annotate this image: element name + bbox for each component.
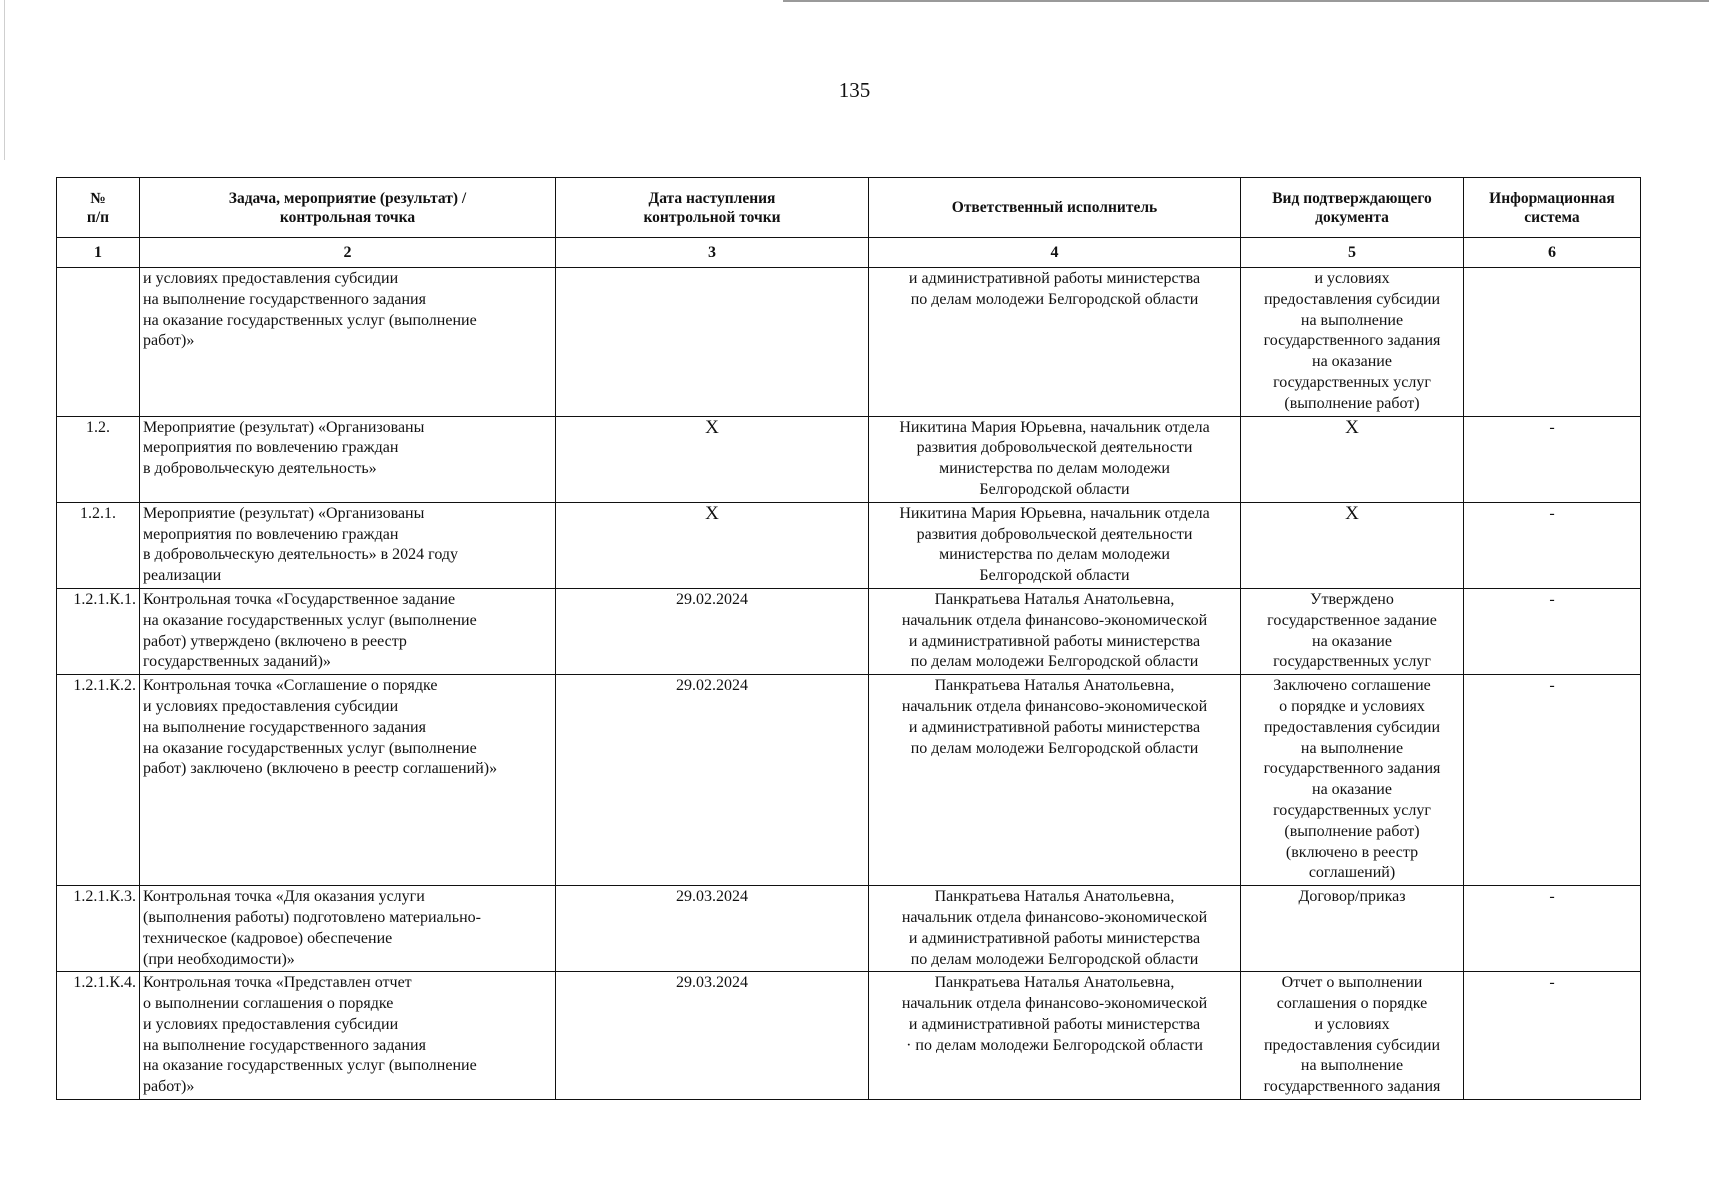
header-date: Дата наступления контрольной точки <box>556 178 869 238</box>
row-document: Отчет о выполнении соглашения о порядке и условиях предоставления субсидии на выполнение государственного задания <box>1241 972 1464 1100</box>
column-number: 2 <box>140 238 556 268</box>
table-header-row <box>57 178 1641 238</box>
row-task: Мероприятие (результат) «Организованы мероприятия по вовлечению граждан в добровольческую деятельность» <box>140 416 556 502</box>
row-task: Контрольная точка «Государственное задание на оказание государственных услуг (выполнение работ) утверждено (включено в реестр государственных заданий)» <box>140 588 556 674</box>
row-task: Мероприятие (результат) «Организованы мероприятия по вовлечению граждан в добровольческую деятельность» в 2024 году реализации <box>140 502 556 588</box>
column-number: 4 <box>869 238 1241 268</box>
column-number: 1 <box>57 238 140 268</box>
row-date <box>556 268 869 417</box>
row-system: - <box>1464 416 1641 502</box>
header-task: Задача, мероприятие (результат) / контрольная точка <box>140 178 556 238</box>
row-date: 29.03.2024 <box>556 886 869 972</box>
row-system <box>1464 268 1641 417</box>
row-executor: Никитина Мария Юрьевна, начальник отдела развития добровольческой деятельности министерства по делам молодежи Белгородской области <box>869 416 1241 502</box>
column-number: 5 <box>1241 238 1464 268</box>
row-document: Заключено соглашение о порядке и условиях предоставления субсидии на выполнение государственного задания на оказание государственных услуг (выполнение работ) (включено в реестр соглашений) <box>1241 675 1464 886</box>
table-row <box>57 416 1641 502</box>
row-date: 29.03.2024 <box>556 972 869 1100</box>
row-task: Контрольная точка «Представлен отчет о выполнении соглашения о порядке и условиях предоставления субсидии на выполнение государственного задания на оказание государственных услуг (выполнение работ)» <box>140 972 556 1100</box>
table-row <box>57 972 1641 1100</box>
page-number: 135 <box>838 78 871 102</box>
table-row <box>57 588 1641 674</box>
scan-edge-top <box>783 0 1709 2</box>
column-number: 6 <box>1464 238 1641 268</box>
row-num: 1.2.1.К.1. <box>57 588 140 674</box>
table-row <box>57 886 1641 972</box>
row-system: - <box>1464 886 1641 972</box>
row-task: Контрольная точка «Соглашение о порядке и условиях предоставления субсидии на выполнение государственного задания на оказание государственных услуг (выполнение работ) заключено (включено в реестр соглашений)» <box>140 675 556 886</box>
row-document: Утверждено государственное задание на оказание государственных услуг <box>1241 588 1464 674</box>
row-date: 29.02.2024 <box>556 675 869 886</box>
header-executor: Ответственный исполнитель <box>869 178 1241 238</box>
row-num: 1.2. <box>57 416 140 502</box>
row-executor: Никитина Мария Юрьевна, начальник отдела развития добровольческой деятельности министерства по делам молодежи Белгородской области <box>869 502 1241 588</box>
row-executor: Панкратьева Наталья Анатольевна, начальник отдела финансово-экономической и административной работы министерства по делам молодежи Белгородской области <box>869 675 1241 886</box>
row-task: Контрольная точка «Для оказания услуги (выполнения работы) подготовлено материально- техническое (кадровое) обеспечение (при необходимости)» <box>140 886 556 972</box>
row-document: Договор/приказ <box>1241 886 1464 972</box>
row-date: 29.02.2024 <box>556 588 869 674</box>
row-num: 1.2.1.К.4. <box>57 972 140 1100</box>
row-system: - <box>1464 675 1641 886</box>
header-num: № п/п <box>57 178 140 238</box>
row-document: X <box>1241 502 1464 588</box>
row-num <box>57 268 140 417</box>
row-executor: Панкратьева Наталья Анатольевна, начальник отдела финансово-экономической и административной работы министерства · по делам молодежи Белгородской области <box>869 972 1241 1100</box>
row-executor: Панкратьева Наталья Анатольевна, начальник отдела финансово-экономической и административной работы министерства по делам молодежи Белгородской области <box>869 886 1241 972</box>
row-task: и условиях предоставления субсидии на выполнение государственного задания на оказание государственных услуг (выполнение работ)» <box>140 268 556 417</box>
header-document: Вид подтверждающего документа <box>1241 178 1464 238</box>
table-row <box>57 675 1641 886</box>
table-row <box>57 268 1641 417</box>
table-row <box>57 502 1641 588</box>
control-points-table <box>56 177 1641 1100</box>
header-system: Информационная система <box>1464 178 1641 238</box>
row-system: - <box>1464 502 1641 588</box>
row-date: X <box>556 416 869 502</box>
column-numbers-row <box>57 238 1641 268</box>
row-num: 1.2.1. <box>57 502 140 588</box>
row-date: X <box>556 502 869 588</box>
row-num: 1.2.1.К.3. <box>57 886 140 972</box>
row-document: X <box>1241 416 1464 502</box>
row-system: - <box>1464 588 1641 674</box>
row-system: - <box>1464 972 1641 1100</box>
column-number: 3 <box>556 238 869 268</box>
row-executor: Панкратьева Наталья Анатольевна, начальник отдела финансово-экономической и административной работы министерства по делам молодежи Белгородской области <box>869 588 1241 674</box>
row-executor: и административной работы министерства по делам молодежи Белгородской области <box>869 268 1241 417</box>
row-document: и условиях предоставления субсидии на выполнение государственного задания на оказание государственных услуг (выполнение работ) <box>1241 268 1464 417</box>
row-num: 1.2.1.К.2. <box>57 675 140 886</box>
